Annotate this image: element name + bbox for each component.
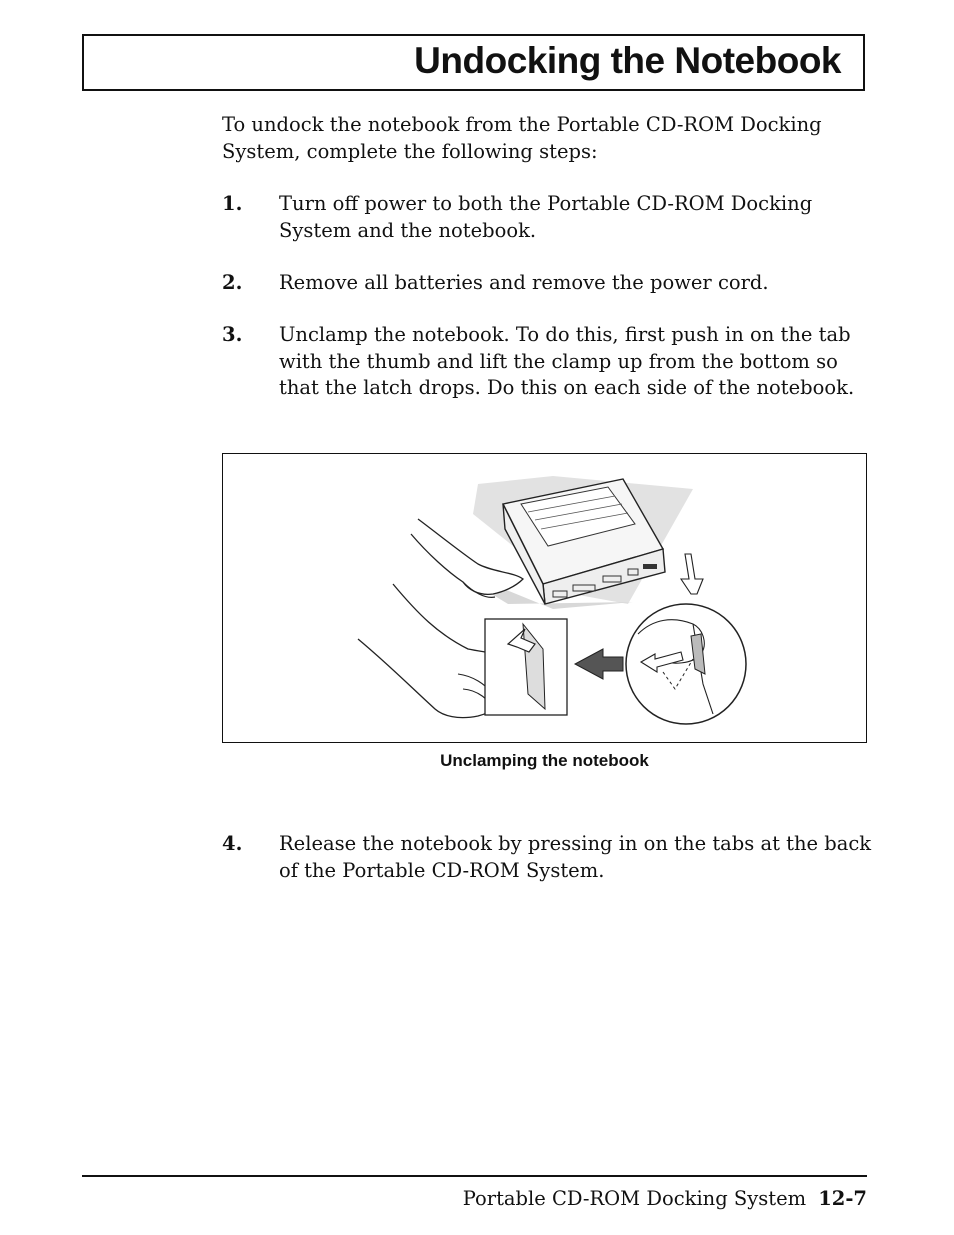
- figure-frame: [222, 453, 867, 743]
- step-number: 1.: [222, 192, 243, 215]
- step-number: 3.: [222, 323, 243, 346]
- footer-section-title: Portable CD-ROM Docking System: [462, 1187, 807, 1210]
- notebook-unclamp-illustration: [223, 454, 867, 743]
- step-text: Remove all batteries and remove the power cord.: [279, 271, 769, 294]
- figure-caption: Unclamping the notebook: [440, 751, 649, 770]
- title-box: [82, 34, 865, 91]
- step-number: 2.: [222, 271, 243, 294]
- page-title: Undocking the Notebook: [414, 40, 841, 81]
- intro-paragraph: To undock the notebook from the Portable CD-ROM Docking System, complete the following steps:: [222, 113, 822, 163]
- page-number: 12-7: [818, 1187, 867, 1210]
- page-footer: [463, 1187, 867, 1210]
- footer-divider: [82, 1175, 867, 1177]
- step-number: 4.: [222, 832, 243, 855]
- step-text: Unclamp the notebook. To do this, first push in on the tab with the thumb and lift the clamp up from the bottom so that the latch drops. Do this on each side of the notebook.: [279, 323, 855, 399]
- step-text: Release the notebook by pressing in on the tabs at the back of the Portable CD-ROM System.: [279, 832, 872, 882]
- step-text: Turn off power to both the Portable CD-ROM Docking System and the notebook.: [279, 192, 813, 242]
